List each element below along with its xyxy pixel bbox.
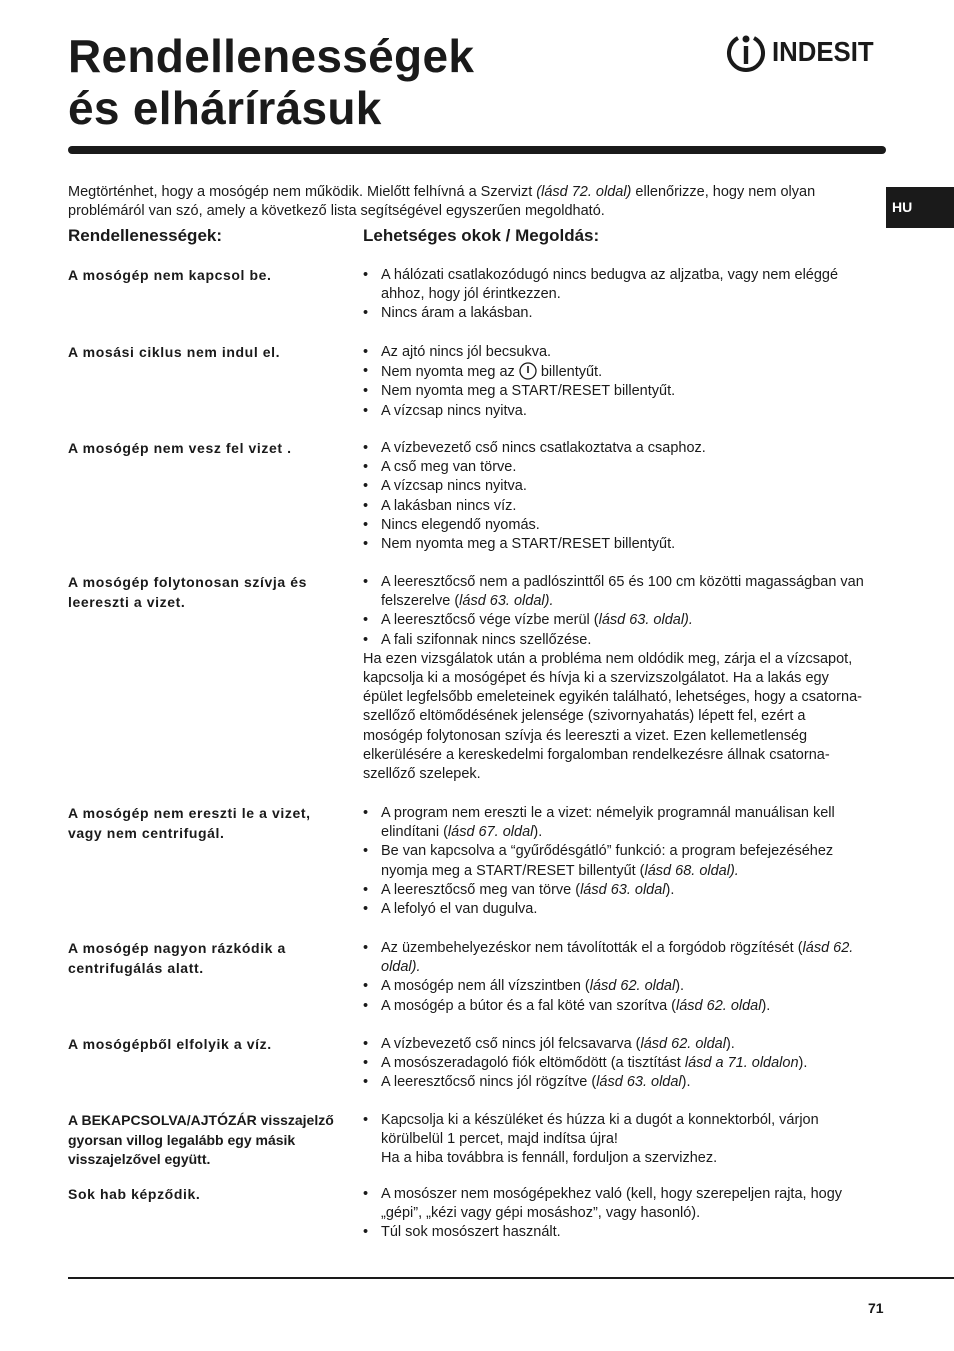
problem-label: A mosógép nem ereszti le a vizet, vagy nem centrifugál. xyxy=(68,805,311,841)
cause-item xyxy=(363,1111,868,1169)
cause-item xyxy=(363,1035,868,1054)
indesit-logo xyxy=(726,30,888,76)
problem-label: A mosógép nem vesz fel vizet . xyxy=(68,440,292,456)
solutions-column-header: Lehetséges okok / Megoldás: xyxy=(363,226,600,245)
cause-followup: Ha a hiba továbbra is fennáll, forduljon a szervizhez. xyxy=(381,1150,718,1167)
page-title xyxy=(68,30,474,134)
problem-label: A mosási ciklus nem indul el. xyxy=(68,344,281,360)
cause-item: • A mosószer nem mosógépekhez való (kell, hogy szerepeljen rajta, hogy „gépi”, „kézi vagy gépi mosáshoz”, vagy hasonló). xyxy=(363,1185,868,1223)
cause-list xyxy=(363,939,868,1016)
cause-list xyxy=(363,804,868,919)
page-reference: lásd 68. oldal). xyxy=(644,862,739,879)
cause-item xyxy=(363,997,868,1016)
intro-page-reference: (lásd 72. oldal) xyxy=(536,184,632,200)
cause-text: ). xyxy=(675,978,685,995)
problem-label: A mosógép nem kapcsol be. xyxy=(68,267,272,283)
solution-block xyxy=(363,573,868,784)
cause-list xyxy=(363,439,868,554)
cause-text: billentyűt. xyxy=(536,364,603,381)
solution-block xyxy=(363,804,868,919)
cause-item xyxy=(363,362,868,382)
page-title-line-2: és elhárírásuk xyxy=(68,82,382,134)
cause-text: A leeresztőcső nem a padlószinttől 65 és 100 cm közötti magasságban van felszerelve ( xyxy=(381,574,864,610)
cause-item: • Nincs elegendő nyomás. xyxy=(363,516,868,535)
page-reference: lásd 63. oldal). xyxy=(598,612,693,629)
header-rule xyxy=(68,146,886,154)
page-reference: lásd 62. oldal). xyxy=(381,940,854,976)
cause-text: A leeresztőcső nincs jól rögzítve ( xyxy=(381,1074,597,1091)
solution-note: Ha ezen vizsgálatok után a probléma nem oldódik meg, zárja el a vízcsapot, kapcsolja ki a mosógépet és hívja ki a szervizszolgálatot. Ha a lakás egy épület legfelsőbb emeleteinek egyikén található, lehetséges, hogy a csatorna-szellőző eltömődésének jelensége (szivornyahatás) lépett fel, ezért a mosógép folytonosan szívja és leereszti a vizet. Ezen kellemetlenség elkerülésére a kereskedelmi forgalomban rendelkezésre állnak csatorna-szellőző szelepek. xyxy=(363,650,862,783)
footer-rule xyxy=(68,1277,954,1279)
page-reference: lásd a 71. oldalon xyxy=(684,1055,799,1072)
cause-text: A leeresztőcső meg van törve ( xyxy=(381,881,581,898)
solution-block xyxy=(363,1185,868,1243)
cause-item xyxy=(363,1054,868,1073)
intro-paragraph xyxy=(68,183,858,221)
cause-text: A mosógép a bútor és a fal köté van szorítva ( xyxy=(381,997,676,1014)
cause-text: A mosógép nem áll vízszintben ( xyxy=(381,978,590,995)
cause-text: A vízbevezető cső nincs jól felcsavarva ( xyxy=(381,1036,641,1052)
problem-label: A BEKAPCSOLVA/AJTÓZÁR visszajelző gyorsan villog legalább egy másik visszajelzővel együtt. xyxy=(68,1112,334,1167)
cause-text: Kapcsolja ki a készüléket és húzza ki a dugót a konnektorból, várjon körülbelül 1 percet, majd indítsa újra! xyxy=(381,1112,819,1148)
solution-block xyxy=(363,266,868,324)
cause-item xyxy=(363,611,868,630)
solution-block xyxy=(363,1035,868,1093)
page-reference: lásd 62. oldal xyxy=(676,997,762,1014)
cause-text: A program nem ereszti le a vizet: némelyik programnál manuálisan kell elindítani ( xyxy=(381,805,835,841)
cause-item xyxy=(363,881,868,900)
cause-text: ). xyxy=(725,1036,735,1052)
cause-item: • Nincs áram a lakásban. xyxy=(363,304,868,323)
page-number: 71 xyxy=(868,1300,884,1316)
cause-list xyxy=(363,1185,868,1243)
cause-list xyxy=(363,1035,868,1093)
power-icon xyxy=(519,362,537,380)
cause-item: • A vízcsap nincs nyitva. xyxy=(363,402,868,421)
cause-item xyxy=(363,1073,868,1092)
cause-text: A leeresztőcső vége vízbe merül ( xyxy=(381,612,599,629)
page-title-line-1: Rendellenességek xyxy=(68,30,475,82)
cause-item xyxy=(363,842,868,880)
cause-list xyxy=(363,266,868,324)
problems-column-header: Rendellenességek: xyxy=(68,226,223,245)
cause-text: ). xyxy=(798,1055,808,1072)
cause-item xyxy=(363,977,868,996)
cause-item xyxy=(363,804,868,842)
indesit-logo-icon xyxy=(726,30,766,74)
cause-list xyxy=(363,573,868,650)
cause-text: Nem nyomta meg az xyxy=(381,364,519,381)
page-reference: lásd 62. oldal xyxy=(640,1036,726,1052)
cause-text: Be van kapcsolva a “gyűrődésgátló” funkció: a program befejezéséhez nyomja meg a START/RESET billentyűt ( xyxy=(381,843,834,879)
cause-item: • Az ajtó nincs jól becsukva. xyxy=(363,343,868,362)
cause-item: • Túl sok mosószert használt. xyxy=(363,1223,868,1242)
cause-item: • A lefolyó el van dugulva. xyxy=(363,900,868,919)
cause-item: • Nem nyomta meg a START/RESET billentyűt. xyxy=(363,535,868,554)
language-tab: HU xyxy=(886,187,954,228)
solution-block xyxy=(363,939,868,1016)
page-reference: lásd 63. oldal xyxy=(596,1074,682,1091)
page-reference: lásd 63. oldal xyxy=(580,881,666,898)
cause-item: • A vízbevezető cső nincs csatlakoztatva a csaphoz. xyxy=(363,439,868,458)
intro-text-2: ellenőrizze, hogy nem olyan problémáról van szó, amely a következő lista segítségével egyszerűen megoldható. xyxy=(68,184,816,219)
problem-label: A mosógép folytonosan szívja és leereszti a vizet. xyxy=(68,574,308,610)
intro-text-1: Megtörténhet, hogy a mosógép nem működik. Mielőtt felhívná a Szervizt xyxy=(68,184,537,200)
problem-label: A mosógép nagyon rázkódik a centrifugálás alatt. xyxy=(68,940,286,976)
problem-label: A mosógépből elfolyik a víz. xyxy=(68,1036,272,1052)
cause-list xyxy=(363,1111,868,1169)
cause-text: ). xyxy=(665,881,675,898)
cause-item: • A hálózati csatlakozódugó nincs bedugva az aljzatba, vagy nem eléggé ahhoz, hogy jól érintkezzen. xyxy=(363,266,868,304)
cause-item: • Nem nyomta meg a START/RESET billentyűt. xyxy=(363,382,868,401)
solution-block xyxy=(363,1111,868,1169)
cause-text: ). xyxy=(761,997,771,1014)
brand-name: INDESIT xyxy=(772,36,874,67)
solution-block xyxy=(363,343,868,421)
page-reference: lásd 62. oldal xyxy=(589,978,676,995)
solution-block xyxy=(363,439,868,554)
cause-item: • A vízcsap nincs nyitva. xyxy=(363,477,868,496)
cause-item: • A fali szifonnak nincs szellőzése. xyxy=(363,631,868,650)
cause-text: ). xyxy=(681,1074,691,1091)
cause-item: • A lakásban nincs víz. xyxy=(363,497,868,516)
page-reference: lásd 63. oldal). xyxy=(459,593,554,610)
cause-text: Az üzembehelyezéskor nem távolították el a forgódob rögzítését ( xyxy=(381,940,803,956)
cause-item xyxy=(363,939,868,977)
cause-text: ). xyxy=(533,824,543,841)
cause-text: A mosószeradagoló fiók eltömődött (a tisztítást xyxy=(381,1055,685,1072)
problem-label: Sok hab képződik. xyxy=(68,1186,201,1202)
page-reference: lásd 67. oldal xyxy=(447,824,534,841)
cause-item xyxy=(363,573,868,611)
cause-item: • A cső meg van törve. xyxy=(363,458,868,477)
cause-list xyxy=(363,343,868,421)
